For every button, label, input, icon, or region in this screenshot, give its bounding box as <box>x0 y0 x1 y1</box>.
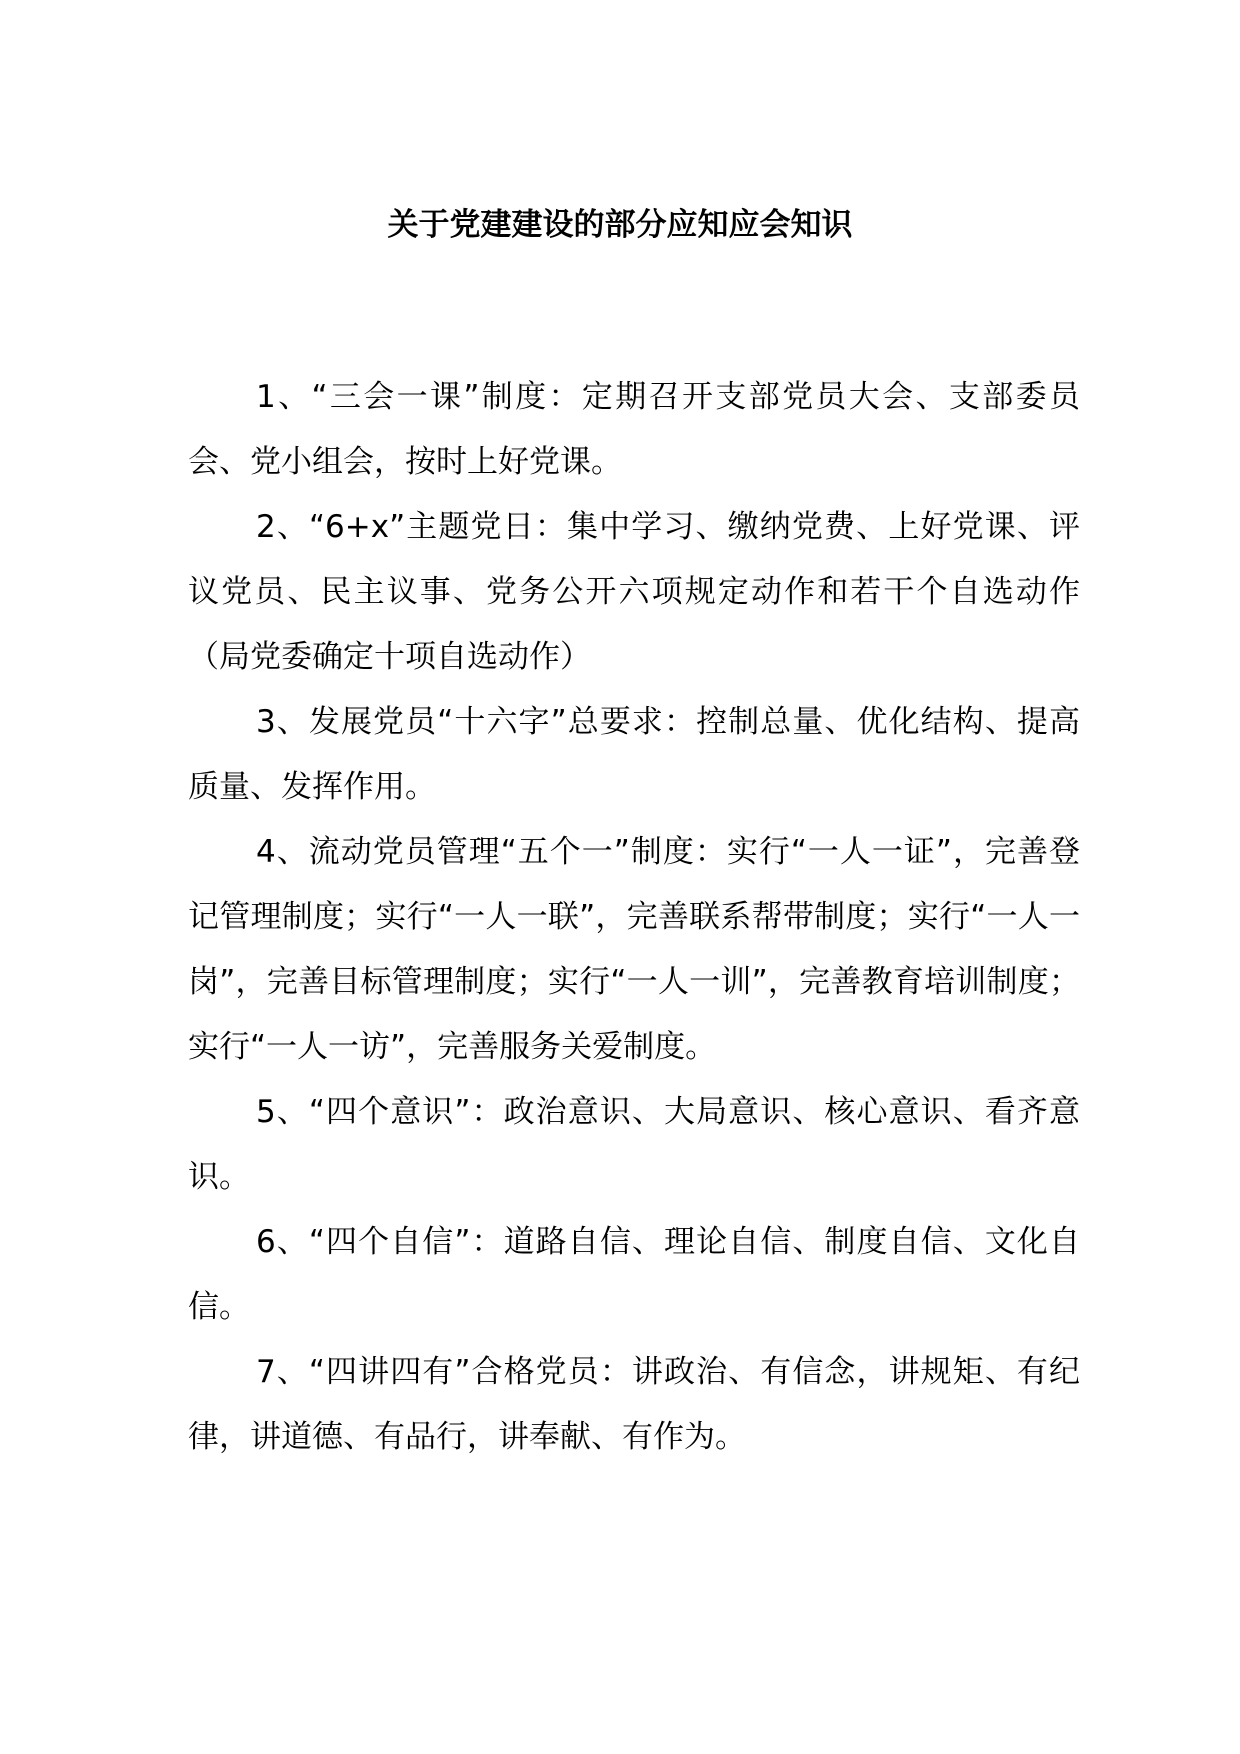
paragraph-2: 2、“6+x”主题党日：集中学习、缴纳党费、上好党课、评议党员、民主议事、党务公开六项规定动作和若干个自选动作（局党委确定十项自选动作） <box>188 509 1080 675</box>
document-body <box>188 365 1080 1470</box>
paragraph-1: 1、“三会一课”制度：定期召开支部党员大会、支部委员会、党小组会，按时上好党课。 <box>188 379 1080 480</box>
paragraph-3: 3、发展党员“十六字”总要求：控制总量、优化结构、提高质量、发挥作用。 <box>188 704 1080 805</box>
paragraph-5: 5、“四个意识”：政治意识、大局意识、核心意识、看齐意识。 <box>188 1094 1080 1195</box>
paragraph-4: 4、流动党员管理“五个一”制度：实行“一人一证”，完善登记管理制度；实行“一人一联”，完善联系帮带制度；实行“一人一岗”，完善目标管理制度；实行“一人一训”，完善教育培训制度；实行“一人一访”，完善服务关爱制度。 <box>188 834 1080 1065</box>
document-title: 关于党建建设的部分应知应会知识 <box>387 207 853 243</box>
paragraph-6: 6、“四个自信”：道路自信、理论自信、制度自信、文化自信。 <box>188 1224 1080 1325</box>
paragraph-7: 7、“四讲四有”合格党员：讲政治、有信念，讲规矩、有纪律，讲道德、有品行，讲奉献、有作为。 <box>188 1354 1080 1455</box>
